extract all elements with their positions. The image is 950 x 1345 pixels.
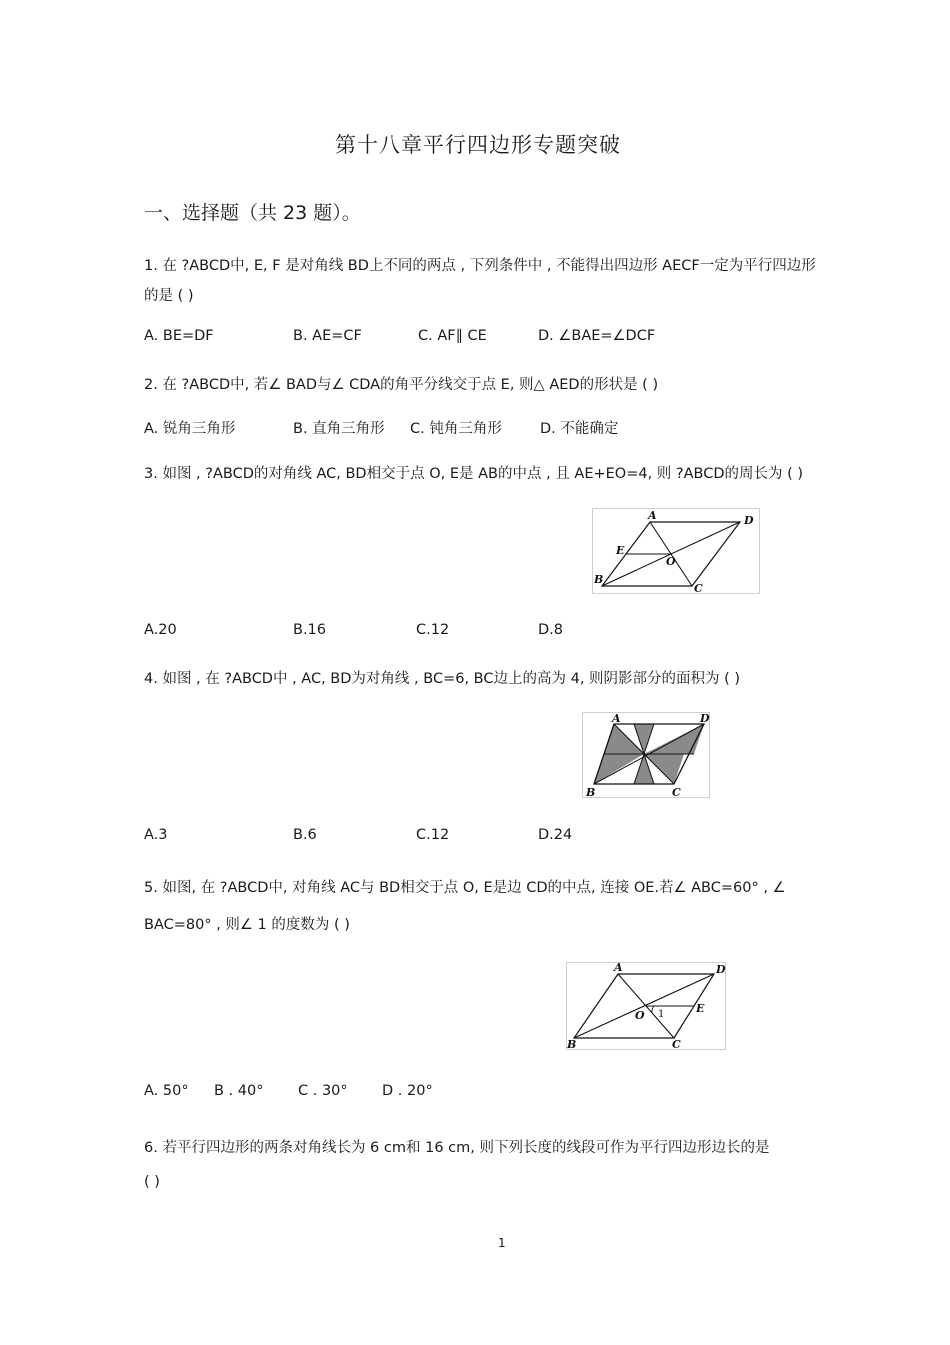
q3-label-o: O [666,555,676,568]
question-5-line-2: BAC=80° , 则∠ 1 的度数为 ( ) [144,917,350,933]
question-4-line-1: 4. 如图 , 在 ?ABCD中 , AC, BD为对角线 , BC=6, BC边上的高为 4, 则阴影部分的面积为 ( ) [144,671,741,687]
q3-label-a: A [648,509,657,522]
question-5-line-1: 5. 如图, 在 ?ABCD中, 对角线 AC与 BD相交于点 O, E是边 CD的中点, 连接 OE.若∠ ABC=60° , ∠ [144,880,786,896]
q3-label-b: B [594,573,604,586]
q4-option-a: A.3 [144,827,168,843]
q3-option-a: A.20 [144,622,177,638]
q4-label-a: A [612,712,621,725]
q5-label-a: A [614,962,623,974]
q5-label-o: O [635,1009,645,1022]
q5-label-b: B [567,1038,577,1050]
q5-label-d: D [716,963,726,976]
q5-label-angle-1: 1 [658,1009,665,1020]
q3-label-e: E [616,544,625,557]
q4-label-d: D [700,712,710,725]
q3-label-c: C [694,582,703,594]
q4-option-b: B.6 [293,827,317,843]
q2-option-d: D. 不能确定 [540,421,619,437]
q1-option-d: D. ∠BAE=∠DCF [538,328,656,344]
q4-option-d: D.24 [538,827,573,843]
question-3-line-1: 3. 如图 , ?ABCD的对角线 AC, BD相交于点 O, E是 AB的中点 , 且 AE+EO=4, 则 ?ABCD的周长为 ( ) [144,466,804,482]
q3-option-c: C.12 [416,622,450,638]
q5-label-c: C [672,1038,681,1050]
q2-option-b: B. 直角三角形 [293,421,385,437]
section-heading: 一、选择题（共 23 题）。 [144,202,361,224]
q4-option-c: C.12 [416,827,450,843]
q5-option-d: D . 20° [382,1083,433,1099]
q5-option-c: C . 30° [298,1083,348,1099]
q2-option-c: C. 钝角三角形 [410,421,502,437]
q1-option-c: C. AF∥ CE [418,328,487,344]
q5-label-e: E [696,1002,705,1015]
q2-option-a: A. 锐角三角形 [144,421,236,437]
q4-label-b: B [586,786,596,798]
question-2-line-1: 2. 在 ?ABCD中, 若∠ BAD与∠ CDA的角平分线交于点 E, 则△ AED的形状是 ( ) [144,377,659,393]
q3-option-d: D.8 [538,622,563,638]
question-1-line-1: 1. 在 ?ABCD中, E, F 是对角线 BD上不同的两点 , 下列条件中 , 不能得出四边形 AECF一定为平行四边形 [144,258,816,274]
q4-shaded-parallelogram-figure [582,712,710,798]
q1-option-b: B. AE=CF [293,328,362,344]
question-6-line-1: 6. 若平行四边形的两条对角线长为 6 cm和 16 cm, 则下列长度的线段可作为平行四边形边长的是 [144,1140,770,1156]
q3-parallelogram-figure [592,508,760,594]
q5-option-a: A. 50° [144,1083,189,1099]
q5-parallelogram-figure [566,962,726,1050]
question-1-line-2: 的是 ( ) [144,288,194,304]
page-number: 1 [498,1236,506,1250]
question-6-line-2: ( ) [144,1174,160,1190]
q4-label-c: C [672,786,681,798]
q3-option-b: B.16 [293,622,327,638]
q5-option-b: B . 40° [214,1083,264,1099]
q1-option-a: A. BE=DF [144,328,214,344]
q3-label-d: D [744,514,754,527]
page-title: 第十八章平行四边形专题突破 [335,133,621,157]
